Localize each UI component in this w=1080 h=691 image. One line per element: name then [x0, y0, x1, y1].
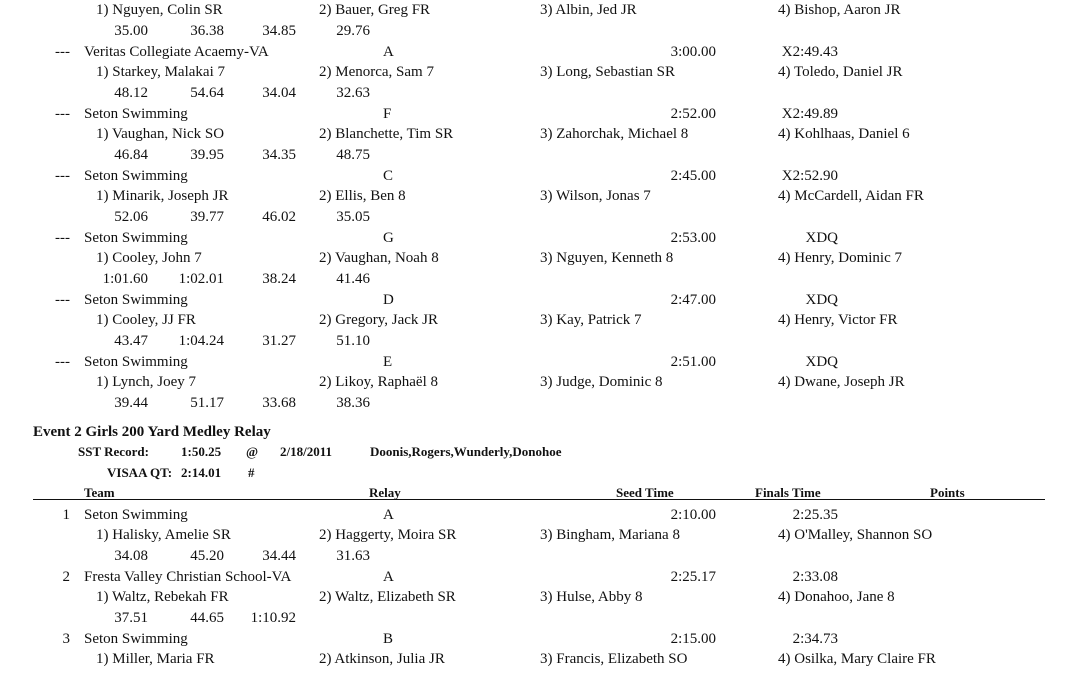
splits-row — [0, 608, 1080, 628]
swimmers-row — [0, 525, 1080, 545]
swimmers-row — [0, 649, 1080, 669]
place: --- — [55, 106, 70, 122]
place: --- — [55, 292, 70, 308]
place: 3 — [62, 631, 70, 647]
team-row — [0, 629, 1080, 649]
split-time: 34.44 — [262, 548, 296, 564]
col-points: Points — [930, 485, 965, 500]
split-time: 46.84 — [114, 147, 148, 163]
split-time: 43.47 — [114, 333, 148, 349]
split-time: 36.38 — [190, 23, 224, 39]
split-time: 39.95 — [190, 147, 224, 163]
relay-letter: G — [383, 230, 394, 246]
split-time: 38.24 — [262, 271, 296, 287]
finals-time: X2:49.43 — [781, 44, 838, 60]
swimmer-name: 2) Menorca, Sam 7 — [319, 64, 434, 80]
team-name: Seton Swimming — [84, 168, 188, 184]
split-time: 39.44 — [114, 395, 148, 411]
swimmer-name: 1) Nguyen, Colin SR — [96, 2, 223, 18]
qt-mark: # — [248, 465, 255, 480]
place: --- — [55, 168, 70, 184]
swimmer-name: 1) Minarik, Joseph JR — [96, 188, 229, 204]
relay-entry — [0, 629, 1080, 691]
split-time: 1:10.92 — [250, 610, 296, 626]
place: --- — [55, 44, 70, 60]
split-time: 52.06 — [114, 209, 148, 225]
swimmers-row — [0, 124, 1080, 144]
swimmer-name: 3) Bingham, Mariana 8 — [540, 527, 680, 543]
split-time: 51.17 — [190, 395, 224, 411]
split-time: 35.00 — [114, 23, 148, 39]
splits-row — [0, 269, 1080, 289]
finals-time: 2:34.73 — [792, 631, 838, 647]
relay-entry — [0, 290, 1080, 352]
col-relay: Relay — [369, 485, 401, 500]
place: --- — [55, 230, 70, 246]
record-line — [0, 442, 1080, 462]
swimmer-name: 4) Kohlhaas, Daniel 6 — [778, 126, 910, 142]
splits-row — [0, 207, 1080, 227]
swimmers-row — [0, 587, 1080, 607]
swimmer-name: 2) Waltz, Elizabeth SR — [319, 589, 456, 605]
place: 2 — [62, 569, 70, 585]
seed-time: 2:52.00 — [670, 106, 716, 122]
split-time: 31.63 — [336, 548, 370, 564]
swimmers-row — [0, 310, 1080, 330]
team-row — [0, 166, 1080, 186]
team-row — [0, 567, 1080, 587]
swimmers-row — [0, 248, 1080, 268]
splits-row — [0, 145, 1080, 165]
split-time: 1:01.60 — [102, 271, 148, 287]
swimmer-name: 4) Bishop, Aaron JR — [778, 2, 901, 18]
seed-time: 2:25.17 — [670, 569, 716, 585]
split-time: 44.65 — [190, 610, 224, 626]
team-name: Veritas Collegiate Acaemy-VA — [84, 44, 269, 60]
swimmer-name: 2) Haggerty, Moira SR — [319, 527, 457, 543]
split-time: 31.27 — [262, 333, 296, 349]
splits-row — [0, 546, 1080, 566]
split-time: 38.36 — [336, 395, 370, 411]
team-name: Seton Swimming — [84, 230, 188, 246]
relay-entry — [0, 104, 1080, 166]
swimmer-name: 2) Gregory, Jack JR — [319, 312, 438, 328]
team-name: Seton Swimming — [84, 631, 188, 647]
qualifying-time-line — [0, 463, 1080, 483]
relay-entry — [0, 352, 1080, 414]
swimmer-name: 4) Henry, Dominic 7 — [778, 250, 902, 266]
relay-letter: A — [383, 44, 394, 60]
team-name: Seton Swimming — [84, 354, 188, 370]
finals-time: XDQ — [805, 292, 838, 308]
swimmer-name: 4) Dwane, Joseph JR — [778, 374, 905, 390]
swimmer-name: 3) Nguyen, Kenneth 8 — [540, 250, 674, 266]
swimmer-name: 3) Albin, Jed JR — [540, 2, 637, 18]
split-time: 34.04 — [262, 85, 296, 101]
seed-time: 2:15.00 — [670, 631, 716, 647]
relay-entry — [0, 166, 1080, 228]
record-label: SST Record: — [78, 444, 149, 459]
finals-time: XDQ — [805, 354, 838, 370]
swimmer-name: 2) Blanchette, Tim SR — [319, 126, 454, 142]
swimmer-name: 3) Francis, Elizabeth SO — [540, 651, 688, 667]
split-time: 32.63 — [336, 85, 370, 101]
relay-letter: A — [383, 569, 394, 585]
team-name: Fresta Valley Christian School-VA — [84, 569, 292, 585]
swimmer-name: 2) Likoy, Raphaël 8 — [319, 374, 438, 390]
swimmer-name: 1) Cooley, JJ FR — [96, 312, 196, 328]
split-time: 46.02 — [262, 209, 296, 225]
swimmer-name: 4) Donahoo, Jane 8 — [778, 589, 895, 605]
team-row — [0, 505, 1080, 525]
record-holders: Doonis,Rogers,Wunderly,Donohoe — [370, 444, 562, 459]
team-row — [0, 290, 1080, 310]
relay-entry — [0, 505, 1080, 567]
swimmer-name: 3) Kay, Patrick 7 — [540, 312, 642, 328]
swimmer-name: 4) McCardell, Aidan FR — [778, 188, 924, 204]
split-time: 41.46 — [336, 271, 370, 287]
split-time: 48.75 — [336, 147, 370, 163]
swimmer-name: 3) Wilson, Jonas 7 — [540, 188, 651, 204]
record-time: 1:50.25 — [181, 444, 222, 459]
swimmer-name: 1) Cooley, John 7 — [96, 250, 202, 266]
seed-time: 2:47.00 — [670, 292, 716, 308]
team-row — [0, 42, 1080, 62]
swimmer-name: 4) Toledo, Daniel JR — [778, 64, 903, 80]
relay-letter: C — [383, 168, 394, 184]
splits-row — [0, 670, 1080, 690]
finals-time: X2:52.90 — [781, 168, 838, 184]
swimmer-name: 4) O'Malley, Shannon SO — [778, 527, 933, 543]
relay-letter: E — [383, 354, 393, 370]
col-seed-time: Seed Time — [616, 485, 674, 500]
swimmer-name: 2) Vaughan, Noah 8 — [319, 250, 439, 266]
split-time: 1:02.01 — [178, 271, 224, 287]
team-name: Seton Swimming — [84, 106, 188, 122]
relay-entry — [0, 228, 1080, 290]
team-name: Seton Swimming — [84, 292, 188, 308]
relay-letter: A — [383, 507, 394, 523]
split-time: 34.08 — [114, 548, 148, 564]
swimmer-name: 3) Zahorchak, Michael 8 — [540, 126, 689, 142]
relay-letter: F — [383, 106, 392, 122]
finals-time: 2:25.35 — [792, 507, 838, 523]
swimmer-name: 4) Henry, Victor FR — [778, 312, 898, 328]
swimmer-name: 1) Starkey, Malakai 7 — [96, 64, 225, 80]
place: 1 — [62, 507, 70, 523]
seed-time: 3:00.00 — [670, 44, 716, 60]
record-date: 2/18/2011 — [280, 444, 333, 459]
split-time: 48.12 — [114, 85, 148, 101]
qt-label: VISAA QT: — [107, 465, 173, 480]
swimmer-name: 3) Long, Sebastian SR — [540, 64, 675, 80]
qt-time: 2:14.01 — [181, 465, 222, 480]
split-time: 35.05 — [336, 209, 370, 225]
swimmer-name: 1) Waltz, Rebekah FR — [96, 589, 229, 605]
split-time: 34.35 — [262, 147, 296, 163]
swimmers-row — [0, 186, 1080, 206]
col-team: Team — [84, 485, 115, 500]
swimmer-name: 2) Bauer, Greg FR — [319, 2, 431, 18]
swimmers-row — [0, 0, 1080, 20]
relay-entry — [0, 567, 1080, 629]
swimmer-name: 4) Osilka, Mary Claire FR — [778, 651, 936, 667]
split-time: 51.10 — [336, 333, 370, 349]
header-rule — [33, 499, 1045, 500]
finals-time: X2:49.89 — [781, 106, 838, 122]
splits-row — [0, 21, 1080, 41]
relay-letter: D — [383, 292, 394, 308]
event-title: Event 2 Girls 200 Yard Medley Relay — [33, 424, 271, 440]
seed-time: 2:51.00 — [670, 354, 716, 370]
swimmer-name: 1) Lynch, Joey 7 — [96, 374, 196, 390]
seed-time: 2:53.00 — [670, 230, 716, 246]
swimmer-name: 2) Ellis, Ben 8 — [319, 188, 406, 204]
split-time: 39.77 — [190, 209, 224, 225]
swimmer-name: 3) Hulse, Abby 8 — [540, 589, 643, 605]
team-row — [0, 352, 1080, 372]
split-time: 1:04.24 — [178, 333, 224, 349]
relay-entry — [0, 0, 1080, 42]
team-row — [0, 228, 1080, 248]
record-at: @ — [246, 444, 259, 459]
splits-row — [0, 331, 1080, 351]
split-time: 54.64 — [190, 85, 224, 101]
swimmers-row — [0, 62, 1080, 82]
relay-letter: B — [383, 631, 394, 647]
swimmer-name: 1) Halisky, Amelie SR — [96, 527, 231, 543]
seed-time: 2:10.00 — [670, 507, 716, 523]
split-time: 33.68 — [262, 395, 296, 411]
team-row — [0, 104, 1080, 124]
split-time: 29.76 — [336, 23, 370, 39]
finals-time: XDQ — [805, 230, 838, 246]
swimmers-row — [0, 372, 1080, 392]
swimmer-name: 1) Miller, Maria FR — [96, 651, 215, 667]
swimmer-name: 1) Vaughan, Nick SO — [96, 126, 225, 142]
col-finals-time: Finals Time — [755, 485, 821, 500]
swimmer-name: 2) Atkinson, Julia JR — [319, 651, 445, 667]
splits-row — [0, 393, 1080, 413]
splits-row — [0, 83, 1080, 103]
split-time: 34.85 — [262, 23, 296, 39]
finals-time: 2:33.08 — [792, 569, 838, 585]
swimmer-name: 3) Judge, Dominic 8 — [540, 374, 663, 390]
split-time: 45.20 — [190, 548, 224, 564]
relay-entry — [0, 42, 1080, 104]
team-name: Seton Swimming — [84, 507, 188, 523]
seed-time: 2:45.00 — [670, 168, 716, 184]
place: --- — [55, 354, 70, 370]
split-time: 37.51 — [114, 610, 148, 626]
